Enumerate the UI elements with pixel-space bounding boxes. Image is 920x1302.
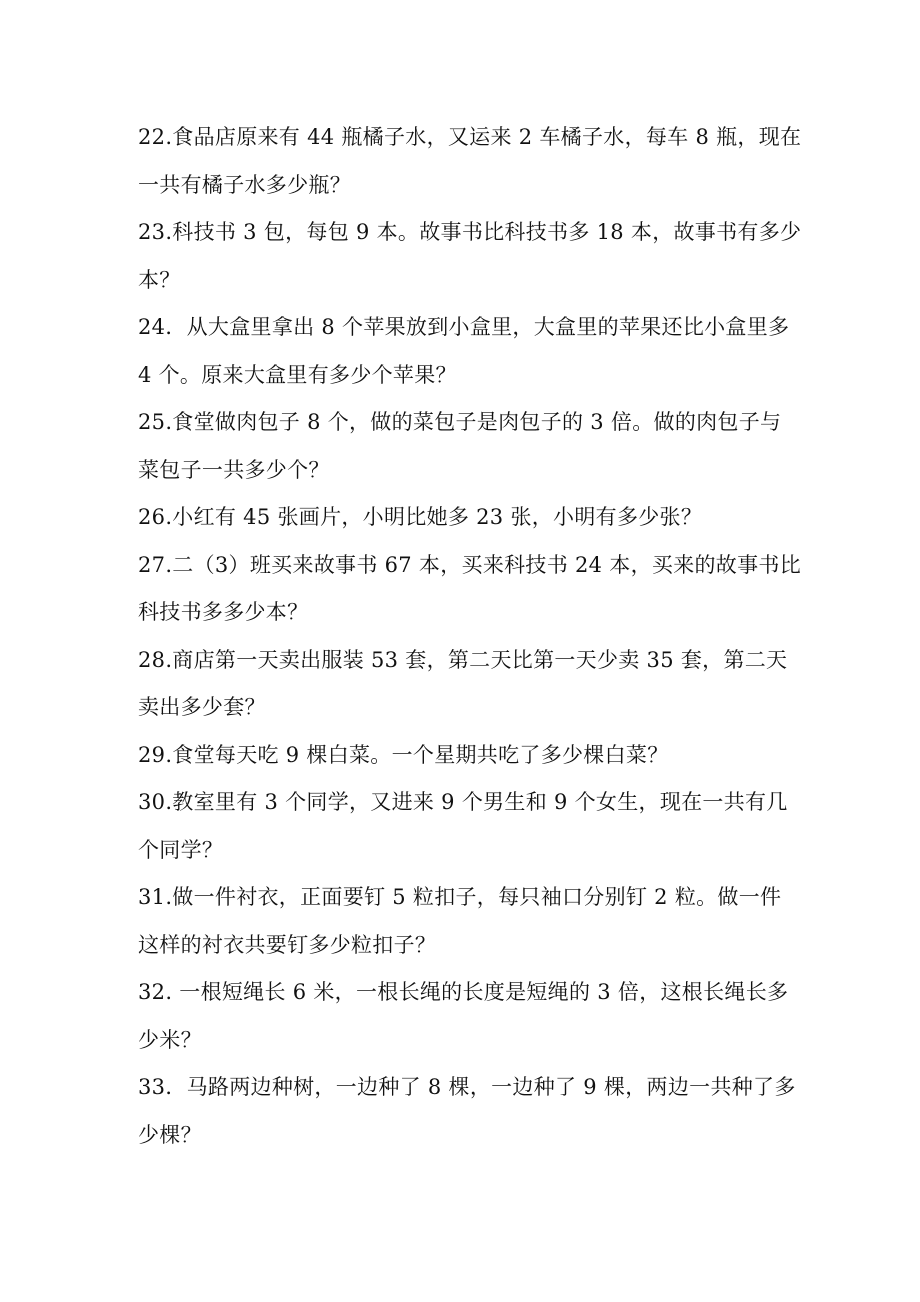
problem-33-line-1: 33．马路两边种树，一边种了 8 棵，一边种了 9 棵，两边一共种了多 [138,1075,796,1099]
problem-24-line-2: 4 个。原来大盒里有多少个苹果？ [138,362,457,387]
problem-32 [138,969,788,1064]
problem-28-line-2: 卖出多少套？ [138,695,266,719]
problem-23 [138,209,802,304]
problem-22-line-2: 一共有橘子水多少瓶？ [138,172,351,197]
problem-26-line-1: 26.小红有 45 张画片，小明比她多 23 张，小明有多少张？ [138,505,703,529]
problem-29-line-1: 29.食堂每天吃 9 棵白菜。一个星期共吃了多少棵白菜？ [138,742,669,767]
problem-29 [138,732,788,780]
problem-31 [138,874,788,969]
problem-26 [138,494,788,542]
problem-27-line-2: 科技书多多少本？ [138,600,309,624]
problem-23-line-2: 本？ [138,267,181,292]
problem-25-line-2: 菜包子一共多少个？ [138,457,330,482]
problem-31-line-1: 31.做一件衬衣，正面要钉 5 粒扣子，每只袖口分别钉 2 粒。做一件 [138,885,782,909]
problem-25-line-1: 25.食堂做肉包子 8 个，做的菜包子是肉包子的 3 倍。做的肉包子与 [138,410,782,434]
problem-24-line-1: 24．从大盒里拿出 8 个苹果放到小盒里，大盒里的苹果还比小盒里多 [138,315,790,339]
problem-list [138,114,802,1159]
problem-30-line-1: 30.教室里有 3 个同学，又进来 9 个男生和 9 个女生，现在一共有几 [138,790,788,814]
problem-25 [138,399,788,494]
problem-33-line-2: 少棵？ [138,1122,202,1147]
problem-32-line-1: 32. 一根短绳长 6 米，一根长绳的长度是短绳的 3 倍，这根长绳长多 [138,980,789,1004]
problem-23-line-1: 23.科技书 3 包，每包 9 本。故事书比科技书多 18 本，故事书有多少 [138,220,802,244]
problem-27 [138,542,801,637]
problem-32-line-2: 少米？ [138,1027,202,1052]
problem-27-line-1: 27.二（3）班买来故事书 67 本，买来科技书 24 本，买来的故事书比 [138,552,801,577]
problem-33 [138,1064,796,1159]
problem-22-line-1: 22.食品店原来有 44 瓶橘子水，又运来 2 车橘子水，每车 8 瓶，现在 [138,125,802,149]
problem-28-line-1: 28.商店第一天卖出服装 53 套，第二天比第一天少卖 35 套，第二天 [138,647,788,672]
problem-30 [138,779,788,874]
problem-28 [138,637,788,732]
problem-22 [138,114,802,209]
problem-31-line-2: 这样的衬衣共要钉多少粒扣子？ [138,932,437,957]
problem-30-line-2: 个同学？ [138,837,224,862]
problem-24 [138,304,788,399]
